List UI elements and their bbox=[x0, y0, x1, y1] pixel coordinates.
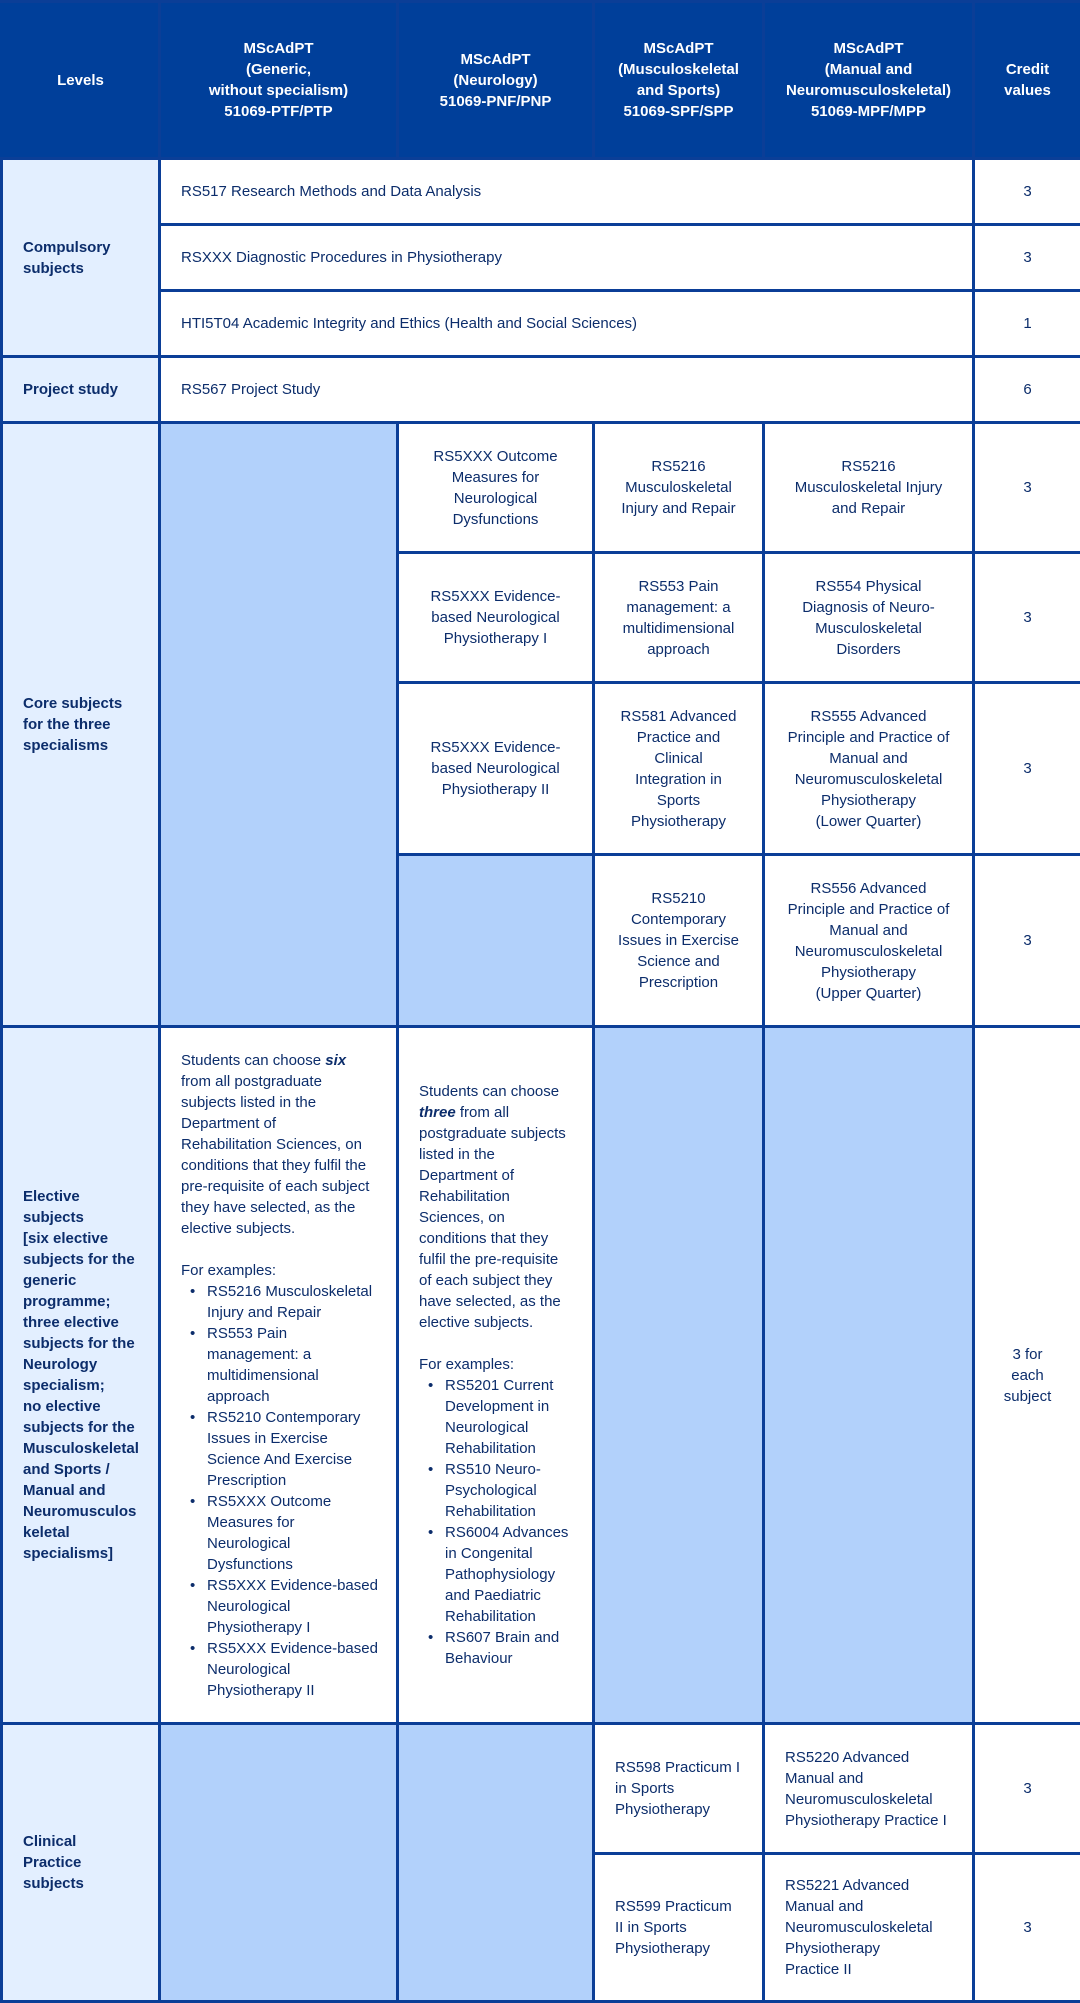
credit-cell: 3 bbox=[974, 159, 1080, 225]
subject-cell: RS553 Pain management: a multidimensional approach bbox=[594, 553, 764, 683]
credit-cell: 3 bbox=[974, 1854, 1080, 2002]
example-list-item: • RS607 Brain and Behaviour bbox=[419, 1627, 574, 1669]
header-credit-values: Credit values bbox=[974, 2, 1080, 159]
level-elective-subjects: Elective subjects [six elective subjects for the generic programme; three elective subjects for the Neurology specialism; no elective subjects for the Musculoskeletal and Sports / Manual and Neuromusculos keletal specialisms] bbox=[2, 1027, 160, 1724]
credit-cell: 6 bbox=[974, 357, 1080, 423]
subject-cell: RS5216 Musculoskeletal Injury and Repair bbox=[594, 423, 764, 553]
subject-cell: RS554 Physical Diagnosis of Neuro- Musculoskeletal Disorders bbox=[764, 553, 974, 683]
examples-label: For examples: bbox=[419, 1354, 574, 1375]
subject-cell: RS555 Advanced Principle and Practice of Manual and Neuromusculoskeletal Physiotherapy (Lower Quarter) bbox=[764, 683, 974, 855]
elective-neurology-cell bbox=[398, 1027, 594, 1724]
elective-generic-intro: Students can choose six from all postgraduate subjects listed in the Department of Rehabilitation Sciences, on conditions that they fulfil the pre-requisite of each subject they have selected, as the elective subjects. bbox=[181, 1050, 378, 1239]
clinical-row-1 bbox=[2, 1724, 1080, 1854]
examples-label: For examples: bbox=[181, 1260, 378, 1281]
elective-row bbox=[2, 1027, 1080, 1724]
compulsory-row-2 bbox=[2, 225, 1080, 291]
empty-cell bbox=[160, 1724, 398, 2002]
level-clinical-practice: Clinical Practice subjects bbox=[2, 1724, 160, 2002]
elective-neurology-intro: Students can choose three from all postgraduate subjects listed in the Department of Rehabilitation Sciences, on conditions that they fulfil the pre-requisite of each subject they have selected, as the elective subjects. bbox=[419, 1081, 574, 1333]
empty-cell bbox=[398, 855, 594, 1027]
subject-cell: RS5210 Contemporary Issues in Exercise Science and Prescription bbox=[594, 855, 764, 1027]
elective-generic-cell bbox=[160, 1027, 398, 1724]
empty-cell bbox=[160, 423, 398, 1027]
credit-cell: 3 bbox=[974, 855, 1080, 1027]
credit-cell: 3 bbox=[974, 683, 1080, 855]
subject-cell: RS599 Practicum II in Sports Physiotherapy bbox=[594, 1854, 764, 2002]
compulsory-row-1 bbox=[2, 159, 1080, 225]
subject-cell: RSXXX Diagnostic Procedures in Physiotherapy bbox=[160, 225, 974, 291]
example-list-item: • RS5XXX Evidence-based Neurological Physiotherapy I bbox=[181, 1575, 378, 1638]
elective-count-six: six bbox=[325, 1052, 346, 1069]
subject-cell: RS598 Practicum I in Sports Physiotherapy bbox=[594, 1724, 764, 1854]
example-list-item: • RS510 Neuro- Psychological Rehabilitation bbox=[419, 1459, 574, 1522]
core-row-1 bbox=[2, 423, 1080, 553]
empty-cell bbox=[594, 1027, 764, 1724]
header-levels: Levels bbox=[2, 2, 160, 159]
header-neurology: MScAdPT (Neurology) 51069-PNF/PNP bbox=[398, 2, 594, 159]
elective-count-three: three bbox=[419, 1104, 456, 1121]
credit-cell: 3 bbox=[974, 1724, 1080, 1854]
empty-cell bbox=[764, 1027, 974, 1724]
level-compulsory: Compulsory subjects bbox=[2, 159, 160, 357]
subject-cell: RS5XXX Outcome Measures for Neurological Dysfunctions bbox=[398, 423, 594, 553]
level-core-subjects: Core subjects for the three specialisms bbox=[2, 423, 160, 1027]
example-list-item: • RS5XXX Outcome Measures for Neurological Dysfunctions bbox=[181, 1491, 378, 1575]
project-row bbox=[2, 357, 1080, 423]
subject-cell: RS5XXX Evidence- based Neurological Physiotherapy II bbox=[398, 683, 594, 855]
subject-cell: RS5221 Advanced Manual and Neuromusculoskeletal Physiotherapy Practice II bbox=[764, 1854, 974, 2002]
credit-cell: 3 for each subject bbox=[974, 1027, 1080, 1724]
subject-cell: RS5220 Advanced Manual and Neuromusculoskeletal Physiotherapy Practice I bbox=[764, 1724, 974, 1854]
header-sports: MScAdPT (Musculoskeletal and Sports) 51069-SPF/SPP bbox=[594, 2, 764, 159]
subject-cell: HTI5T04 Academic Integrity and Ethics (Health and Social Sciences) bbox=[160, 291, 974, 357]
empty-cell bbox=[398, 1724, 594, 2002]
credit-cell: 1 bbox=[974, 291, 1080, 357]
example-list-item: • RS5XXX Evidence-based Neurological Physiotherapy II bbox=[181, 1638, 378, 1701]
header-row bbox=[2, 2, 1080, 159]
elective-neurology-examples bbox=[419, 1375, 574, 1669]
compulsory-row-3 bbox=[2, 291, 1080, 357]
example-list-item: • RS553 Pain management: a multidimensional approach bbox=[181, 1323, 378, 1407]
elective-generic-examples bbox=[181, 1281, 378, 1701]
credit-cell: 3 bbox=[974, 423, 1080, 553]
subject-cell: RS5216 Musculoskeletal Injury and Repair bbox=[764, 423, 974, 553]
header-generic: MScAdPT (Generic, without specialism) 51069-PTF/PTP bbox=[160, 2, 398, 159]
level-project-study: Project study bbox=[2, 357, 160, 423]
example-list-item: • RS6004 Advances in Congenital Pathophysiology and Paediatric Rehabilitation bbox=[419, 1522, 574, 1627]
example-list-item: • RS5210 Contemporary Issues in Exercise Science And Exercise Prescription bbox=[181, 1407, 378, 1491]
header-manual: MScAdPT (Manual and Neuromusculoskeletal) 51069-MPF/MPP bbox=[764, 2, 974, 159]
subject-cell: RS556 Advanced Principle and Practice of Manual and Neuromusculoskeletal Physiotherapy (Upper Quarter) bbox=[764, 855, 974, 1027]
subject-cell: RS581 Advanced Practice and Clinical Integration in Sports Physiotherapy bbox=[594, 683, 764, 855]
subject-cell: RS517 Research Methods and Data Analysis bbox=[160, 159, 974, 225]
example-list-item: • RS5201 Current Development in Neurological Rehabilitation bbox=[419, 1375, 574, 1459]
credit-cell: 3 bbox=[974, 225, 1080, 291]
subject-cell: RS5XXX Evidence- based Neurological Physiotherapy I bbox=[398, 553, 594, 683]
credit-cell: 3 bbox=[974, 553, 1080, 683]
subject-cell: RS567 Project Study bbox=[160, 357, 974, 423]
example-list-item: • RS5216 Musculoskeletal Injury and Repair bbox=[181, 1281, 378, 1323]
